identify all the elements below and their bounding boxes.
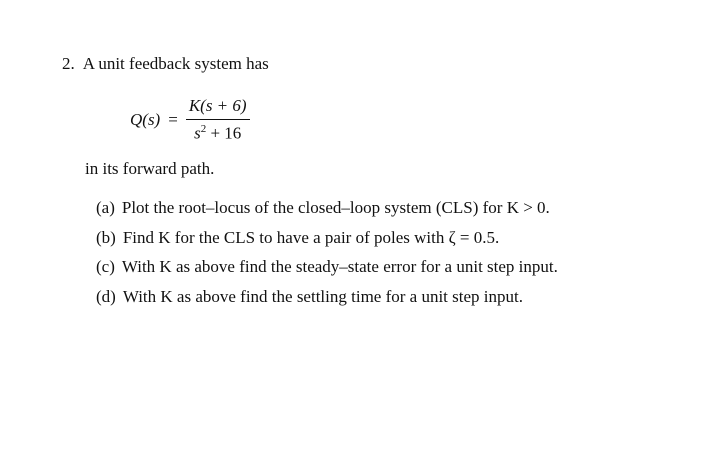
problem-intro: A unit feedback system has <box>82 54 269 73</box>
fraction-denominator <box>191 120 244 144</box>
sub-question-text: With K as above find the settling time for a unit step input. <box>122 286 523 306</box>
sub-question-label: (c) <box>96 257 115 276</box>
sub-question-label: (b) <box>96 227 116 247</box>
problem-number: 2. <box>62 54 75 73</box>
denominator-rest: + 16 <box>206 123 242 143</box>
transfer-function-equation <box>130 96 250 144</box>
sub-question-label: (a) <box>96 198 115 217</box>
fraction <box>186 96 250 144</box>
sub-question-d <box>96 287 558 317</box>
fraction-numerator: K(s + 6) <box>188 96 247 115</box>
equation-lhs: Q(s) <box>130 109 161 129</box>
sub-question-c <box>96 257 558 287</box>
sub-question-list <box>96 198 558 316</box>
continuation-text: in its forward path. <box>85 159 215 178</box>
sub-question-b <box>96 228 558 258</box>
sub-question-text: Find K for the CLS to have a pair of poles with ζ = 0.5. <box>122 227 500 247</box>
sub-question-label: (d) <box>96 286 116 306</box>
denominator-base: s <box>194 123 201 143</box>
problem-statement <box>62 54 269 74</box>
sub-question-text: With K as above find the steady–state error for a unit step input. <box>121 257 558 276</box>
denominator-exponent: 2 <box>200 123 207 135</box>
equals-sign: = <box>168 109 178 129</box>
sub-question-a <box>96 198 558 228</box>
sub-question-text: Plot the root–locus of the closed–loop system (CLS) for K > 0. <box>121 198 550 217</box>
